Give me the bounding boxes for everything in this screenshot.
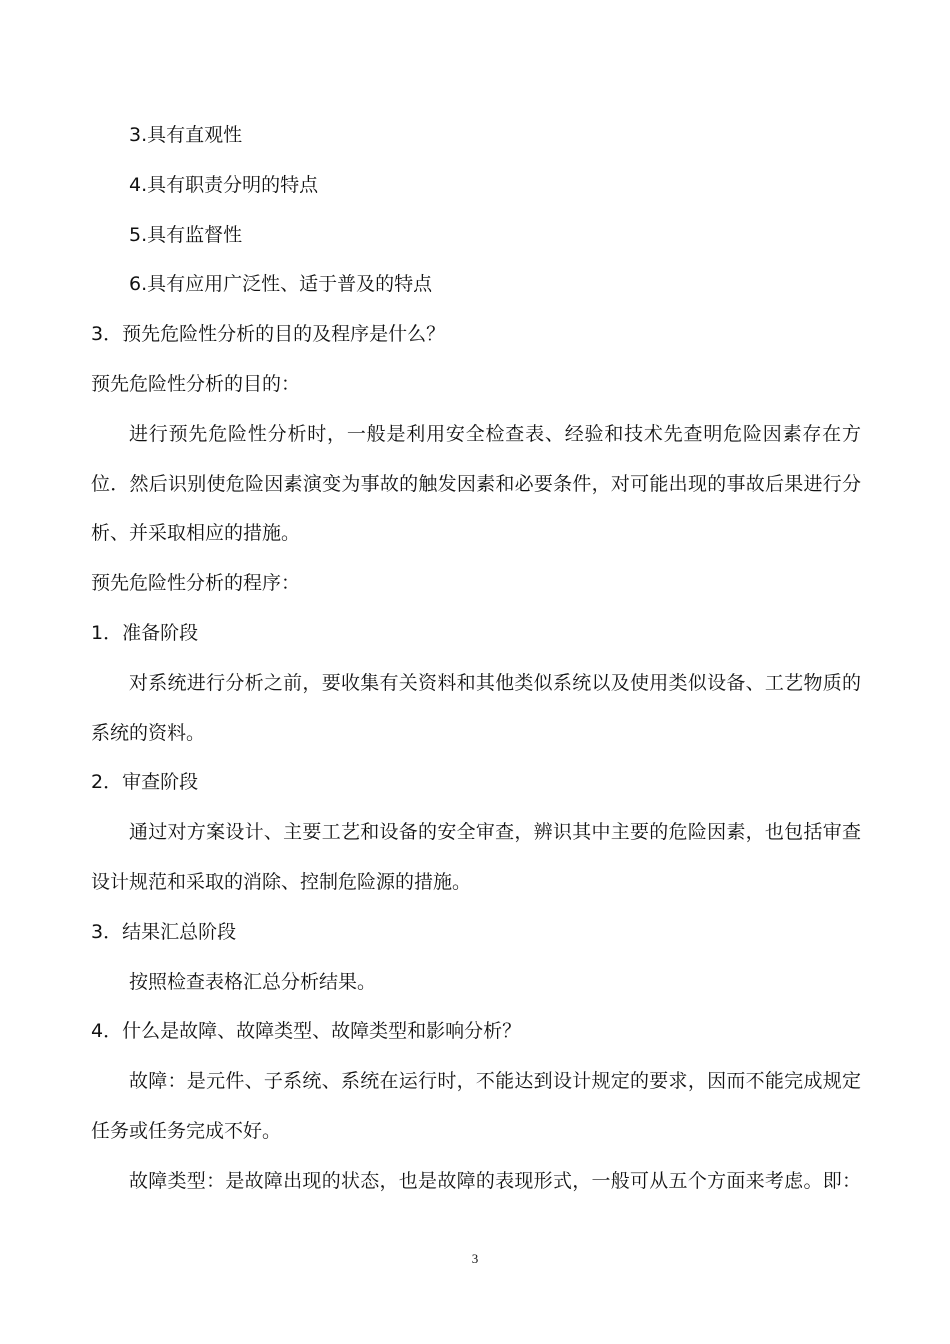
text-line: 3．结果汇总阶段 [91, 920, 237, 943]
text-line: 对系统进行分析之前，要收集有关资料和其他类似系统以及使用类似设备、工艺物质的 [129, 671, 861, 694]
text-line: 进行预先危险性分析时，一般是利用安全检查表、经验和技术先查明危险因素存在方 [129, 422, 861, 445]
text-line: 系统的资料。 [91, 721, 206, 744]
text-line: 设计规范和采取的消除、控制危险源的措施。 [91, 870, 472, 893]
text-line: 预先危险性分析的程序： [91, 572, 301, 595]
text-line: 任务或任务完成不好。 [91, 1119, 282, 1142]
text-line: 5.具有监督性 [129, 223, 243, 246]
text-line: 故障类型：是故障出现的状态，也是故障的表现形式，一般可从五个方面来考虑。即： [129, 1169, 861, 1192]
text-line: 位．然后识别使危险因素演变为事故的触发因素和必要条件，对可能出现的事故后果进行分 [91, 472, 861, 495]
document-body [91, 111, 861, 1207]
page-number: 3 [471, 1251, 479, 1266]
text-line: 按照检查表格汇总分析结果。 [129, 970, 377, 993]
text-line: 1．准备阶段 [91, 621, 199, 644]
text-line: 6.具有应用广泛性、适于普及的特点 [129, 273, 433, 296]
text-line: 预先危险性分析的目的： [91, 372, 301, 395]
text-line: 2．审查阶段 [91, 771, 199, 794]
text-line: 4．什么是故障、故障类型、故障类型和影响分析？ [91, 1020, 522, 1043]
text-line: 通过对方案设计、主要工艺和设备的安全审查，辨识其中主要的危险因素，也包括审查 [129, 821, 861, 844]
text-line: 4.具有职责分明的特点 [129, 173, 319, 196]
text-line: 3.具有直观性 [129, 124, 243, 146]
text-line: 故障：是元件、子系统、系统在运行时，不能达到设计规定的要求，因而不能完成规定 [129, 1070, 861, 1093]
text-line: 析、并采取相应的措施。 [91, 522, 301, 545]
text-line: 3．预先危险性分析的目的及程序是什么？ [91, 323, 446, 346]
